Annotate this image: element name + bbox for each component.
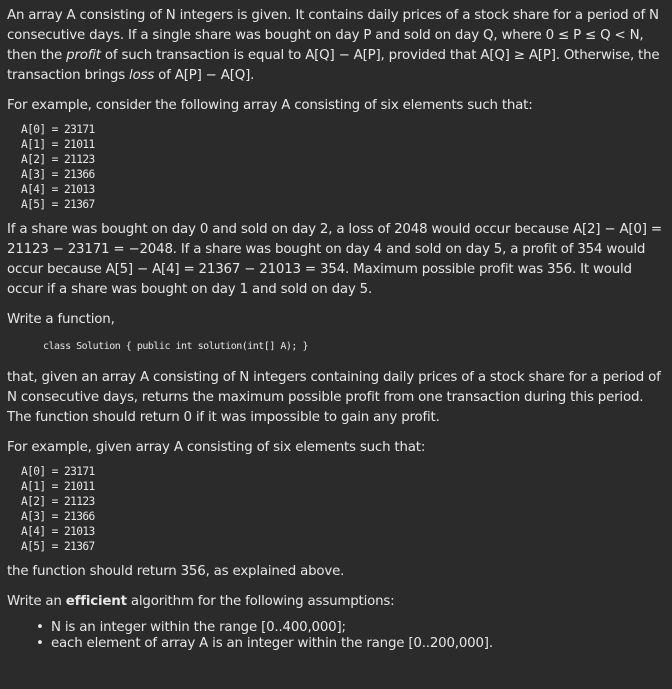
assumptions-text-part: algorithm for the following assumptions: <box>126 594 395 609</box>
assumptions-text-part: Write an <box>7 594 66 609</box>
efficient-term: efficient <box>65 594 127 609</box>
assumption-text: N is an integer within the range [0..400,000]; <box>51 620 346 635</box>
array-row: A[4] = 21013 <box>21 183 95 196</box>
assumptions-lead <box>7 592 666 612</box>
array-row: A[1] = 21011 <box>21 480 95 493</box>
array-row: A[1] = 21011 <box>21 138 95 151</box>
function-signature: class Solution { public int solution(int[] A); } <box>43 341 308 352</box>
profit-term: profit <box>66 48 101 63</box>
example2-array <box>21 464 666 554</box>
array-row: A[5] = 21367 <box>21 540 95 553</box>
array-row: A[2] = 21123 <box>21 153 95 166</box>
example1-lead: For example, consider the following array A consisting of six elements such that: <box>7 98 533 113</box>
intro-text-part: of A[P] − A[Q]. <box>154 68 255 83</box>
bullet-icon: • <box>36 620 44 635</box>
array-row: A[3] = 21366 <box>21 510 95 523</box>
function-description: that, given an array A consisting of N integers containing daily prices of a stock share for a period of N consecutive days, returns the maximum possible profit from one transaction during this period. The function should return 0 if it was impossible to gain any profit. <box>7 370 661 425</box>
array-row: A[5] = 21367 <box>21 198 95 211</box>
assumption-text: each element of array A is an integer within the range [0..200,000]. <box>51 636 493 651</box>
function-lead: Write a function, <box>7 312 115 327</box>
example1-array <box>21 122 666 212</box>
array-row: A[0] = 23171 <box>21 465 95 478</box>
intro-text-part: An array A consisting of N integers is given. It contains daily prices of a stock share for a period of N consecutive days. If a single share was bought on day P and sold on day Q, where 0 ≤ P ≤ Q < N, then the <box>7 8 659 63</box>
loss-term: loss <box>129 68 155 83</box>
intro-text-part: of such transaction is equal to A[Q] − A[P], provided that A[Q] ≥ A[P]. Otherwise, the transaction brings <box>7 48 660 83</box>
list-item <box>7 620 666 636</box>
array-row: A[3] = 21366 <box>21 168 95 181</box>
array-row: A[0] = 23171 <box>21 123 95 136</box>
assumptions-list <box>7 620 666 652</box>
example2-result: the function should return 356, as explained above. <box>7 564 345 579</box>
intro-paragraph <box>7 6 666 86</box>
bullet-icon: • <box>36 636 44 651</box>
list-item <box>7 636 666 652</box>
array-row: A[2] = 21123 <box>21 495 95 508</box>
example2-lead: For example, given array A consisting of six elements such that: <box>7 440 426 455</box>
explanation-paragraph: If a share was bought on day 0 and sold on day 2, a loss of 2048 would occur because A[2] − A[0] = 21123 − 23171 = −2048. If a share was bought on day 4 and sold on day 5, a profit of 354 would occur because A[5] − A[4] = 21367 − 21013 = 354. Maximum possible profit was 356. It would occur if a share was bought on day 1 and sold on day 5. <box>7 222 662 297</box>
array-row: A[4] = 21013 <box>21 525 95 538</box>
